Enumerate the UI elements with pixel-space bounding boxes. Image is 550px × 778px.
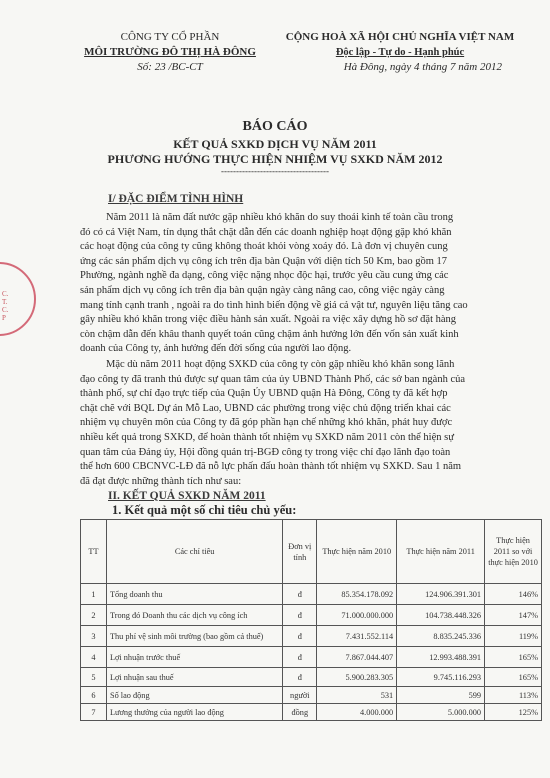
row-tt: 2 xyxy=(81,605,107,626)
row-indicator: Số lao động xyxy=(106,687,282,704)
row-value-2011: 8.835.245.336 xyxy=(397,626,485,647)
doc-number: Số: 23 /BC-CT xyxy=(137,61,203,73)
row-ratio: 165% xyxy=(485,647,542,668)
row-ratio: 165% xyxy=(485,668,542,687)
row-value-2010: 7.431.552.114 xyxy=(317,626,397,647)
section-2-subheading: 1. Kết quả một số chỉ tiêu chủ yếu: xyxy=(112,503,297,517)
paragraph-line: đã đạt được những thành tích như sau: xyxy=(80,475,242,487)
paragraph-line: ứng các sản phẩm dịch vụ công ích trên địa bàn Quận với diện tích 50 Km, bao gồm 17 xyxy=(80,255,447,267)
republic-title: CỘNG HOÀ XÃ HỘI CHỦ NGHĨA VIỆT NAM xyxy=(285,31,515,43)
table-row xyxy=(81,584,542,605)
paragraph-line: gây nhiều khó khăn trong việc điều hành sản xuất. Ngoài ra việc xây dựng hồ sơ đặt hàng xyxy=(80,314,457,326)
republic-header xyxy=(280,30,520,75)
row-value-2010: 85.354.178.092 xyxy=(317,584,397,605)
row-tt: 6 xyxy=(81,687,107,704)
table-header-row xyxy=(81,520,542,584)
stamp-text: C.T.C.P xyxy=(2,290,9,322)
paragraph-line: sản phẩm dịch vụ công ích trên địa bàn quận ngày càng nâng cao, công việc ngày càng xyxy=(80,284,445,296)
report-title: BÁO CÁO xyxy=(242,119,308,134)
paragraph-line: đó có cả Việt Nam, tín dụng thắt chặt dẫn đến các doanh nghiệp hoạt động gặp khó khăn xyxy=(80,226,452,238)
col-header-2011: Thực hiện năm 2011 xyxy=(397,520,485,584)
table-row xyxy=(81,605,542,626)
paragraph-line: nhiều kết quả trong SXKD, để hoàn thành tốt nhiệm vụ SXKD năm 2011 còn thể hiện sự xyxy=(80,431,454,443)
table-row xyxy=(81,647,542,668)
place-date: Hà Đông, ngày 4 tháng 7 năm 2012 xyxy=(343,61,502,73)
table-row xyxy=(81,668,542,687)
section-1-heading: I/ ĐẶC ĐIỂM TÌNH HÌNH xyxy=(108,193,244,205)
row-value-2011: 124.906.391.301 xyxy=(397,584,485,605)
row-value-2010: 5.900.283.305 xyxy=(317,668,397,687)
row-ratio: 119% xyxy=(485,626,542,647)
row-value-2011: 104.738.448.326 xyxy=(397,605,485,626)
paragraph-2 xyxy=(80,358,542,489)
col-header-unit: Đơn vị tính xyxy=(283,520,317,584)
title-divider: ------------------------------------ xyxy=(221,166,329,176)
row-indicator: Lợi nhuận sau thuế xyxy=(106,668,282,687)
paragraph-line: đạo công ty đã tranh thủ được sự quan tâm của ủy UBND Thành Phố, các sở ban ngành của xyxy=(80,373,466,385)
row-unit: đ xyxy=(283,647,317,668)
col-header-indicator: Các chỉ tiêu xyxy=(106,520,282,584)
paragraph-1 xyxy=(80,211,542,357)
row-value-2011: 5.000.000 xyxy=(397,704,485,721)
row-indicator: Thu phí vệ sinh môi trường (bao gồm cả thuế) xyxy=(106,626,282,647)
paragraph-line: mang tính cạnh tranh , ngoài ra do tình hình biến động về giá cả vật tư, nguyên liệu tăng cao xyxy=(80,299,468,311)
row-indicator: Trong đó Doanh thu các dịch vụ công ích xyxy=(106,605,282,626)
row-unit: đ xyxy=(283,584,317,605)
row-tt: 1 xyxy=(81,584,107,605)
row-ratio: 147% xyxy=(485,605,542,626)
row-indicator: Lợi nhuận trước thuế xyxy=(106,647,282,668)
paragraph-line: các hoạt động của công ty cũng không thoát khỏi vòng xoáy đó. Là đơn vị chuyên cung xyxy=(80,241,448,253)
row-value-2010: 4.000.000 xyxy=(317,704,397,721)
row-value-2010: 7.867.044.407 xyxy=(317,647,397,668)
row-ratio: 113% xyxy=(485,687,542,704)
row-value-2010: 531 xyxy=(317,687,397,704)
paragraph-line: Phường, ngành nghề đa dạng, công việc nặng nhọc độc hại, trước yêu cầu cung ứng các xyxy=(80,270,449,282)
paragraph-line: thể hơn 600 CBCNVC-LĐ đã nỗ lực phấn đấu hoàn thành tốt nhiệm vụ SXKD. Sau 1 năm xyxy=(80,461,462,473)
row-indicator: Tổng doanh thu xyxy=(106,584,282,605)
row-tt: 5 xyxy=(81,668,107,687)
col-header-tt: TT xyxy=(81,520,107,584)
row-indicator: Lương thưởng của người lao động xyxy=(106,704,282,721)
company-line1: CÔNG TY CỔ PHẦN xyxy=(120,31,220,43)
paragraph-line: còn chậm dẫn đến khâu thanh quyết toán cũng chậm ảnh hưởng lớn đến vốn sản xuất kinh xyxy=(80,328,459,340)
company-header xyxy=(60,30,280,75)
row-unit: đồng xyxy=(283,704,317,721)
paragraph-line: Năm 2011 là năm đất nước gặp nhiều khó khăn do suy thoái kinh tế toàn cầu trong xyxy=(106,212,454,223)
table-row xyxy=(81,687,542,704)
paragraph-line: quan tâm của Đảng ủy, Hội đồng quản trị-BGĐ công ty trong việc chỉ đạo lãnh đạo toàn xyxy=(80,446,451,458)
row-unit: đ xyxy=(283,626,317,647)
col-header-2010: Thực hiện năm 2010 xyxy=(317,520,397,584)
paragraph-line: doanh của Công ty, ảnh hưởng đến đời sống của người lao động. xyxy=(80,343,352,355)
row-tt: 4 xyxy=(81,647,107,668)
row-ratio: 146% xyxy=(485,584,542,605)
paragraph-line: nhiệm vụ chuyên môn của Công ty đã góp phần hạn chế những khó khăn, phát huy được xyxy=(80,417,453,429)
motto: Độc lập - Tự do - Hạnh phúc xyxy=(335,47,465,58)
section-2-heading: II. KẾT QUẢ SXKD NĂM 2011 xyxy=(108,490,266,502)
table-row xyxy=(81,626,542,647)
row-value-2011: 599 xyxy=(397,687,485,704)
paragraph-line: Mặc dù năm 2011 hoạt động SXKD của công ty còn gặp nhiều khó khăn song lãnh xyxy=(106,359,455,370)
row-tt: 3 xyxy=(81,626,107,647)
col-header-ratio: Thực hiện 2011 so với thực hiện 2010 xyxy=(485,520,542,584)
report-subtitle-1: KẾT QUẢ SXKD DỊCH VỤ NĂM 2011 xyxy=(173,137,377,151)
row-unit: đ xyxy=(283,668,317,687)
row-value-2011: 12.993.488.391 xyxy=(397,647,485,668)
table-row xyxy=(81,704,542,721)
paragraph-line: chặt chẽ với BQL Dự án Mỗ Lao, UBND các phường trong việc chủ động triển khai các xyxy=(80,402,451,414)
report-subtitle-2: PHƯƠNG HƯỚNG THỰC HIỆN NHIỆM VỤ SXKD NĂM 2012 xyxy=(107,152,443,166)
row-tt: 7 xyxy=(81,704,107,721)
row-unit: đ xyxy=(283,605,317,626)
row-value-2011: 9.745.116.293 xyxy=(397,668,485,687)
row-unit: người xyxy=(283,687,317,704)
results-table xyxy=(80,519,542,721)
paragraph-line: thành phố, sự chỉ đạo trực tiếp của Quận Ủy UBND quận Hà Đông, Công ty đã kết hợp xyxy=(80,388,448,400)
row-value-2010: 71.000.000.000 xyxy=(317,605,397,626)
row-ratio: 125% xyxy=(485,704,542,721)
company-line2: MÔI TRƯỜNG ĐÔ THỊ HÀ ĐÔNG xyxy=(84,46,256,58)
table-body xyxy=(81,584,542,721)
